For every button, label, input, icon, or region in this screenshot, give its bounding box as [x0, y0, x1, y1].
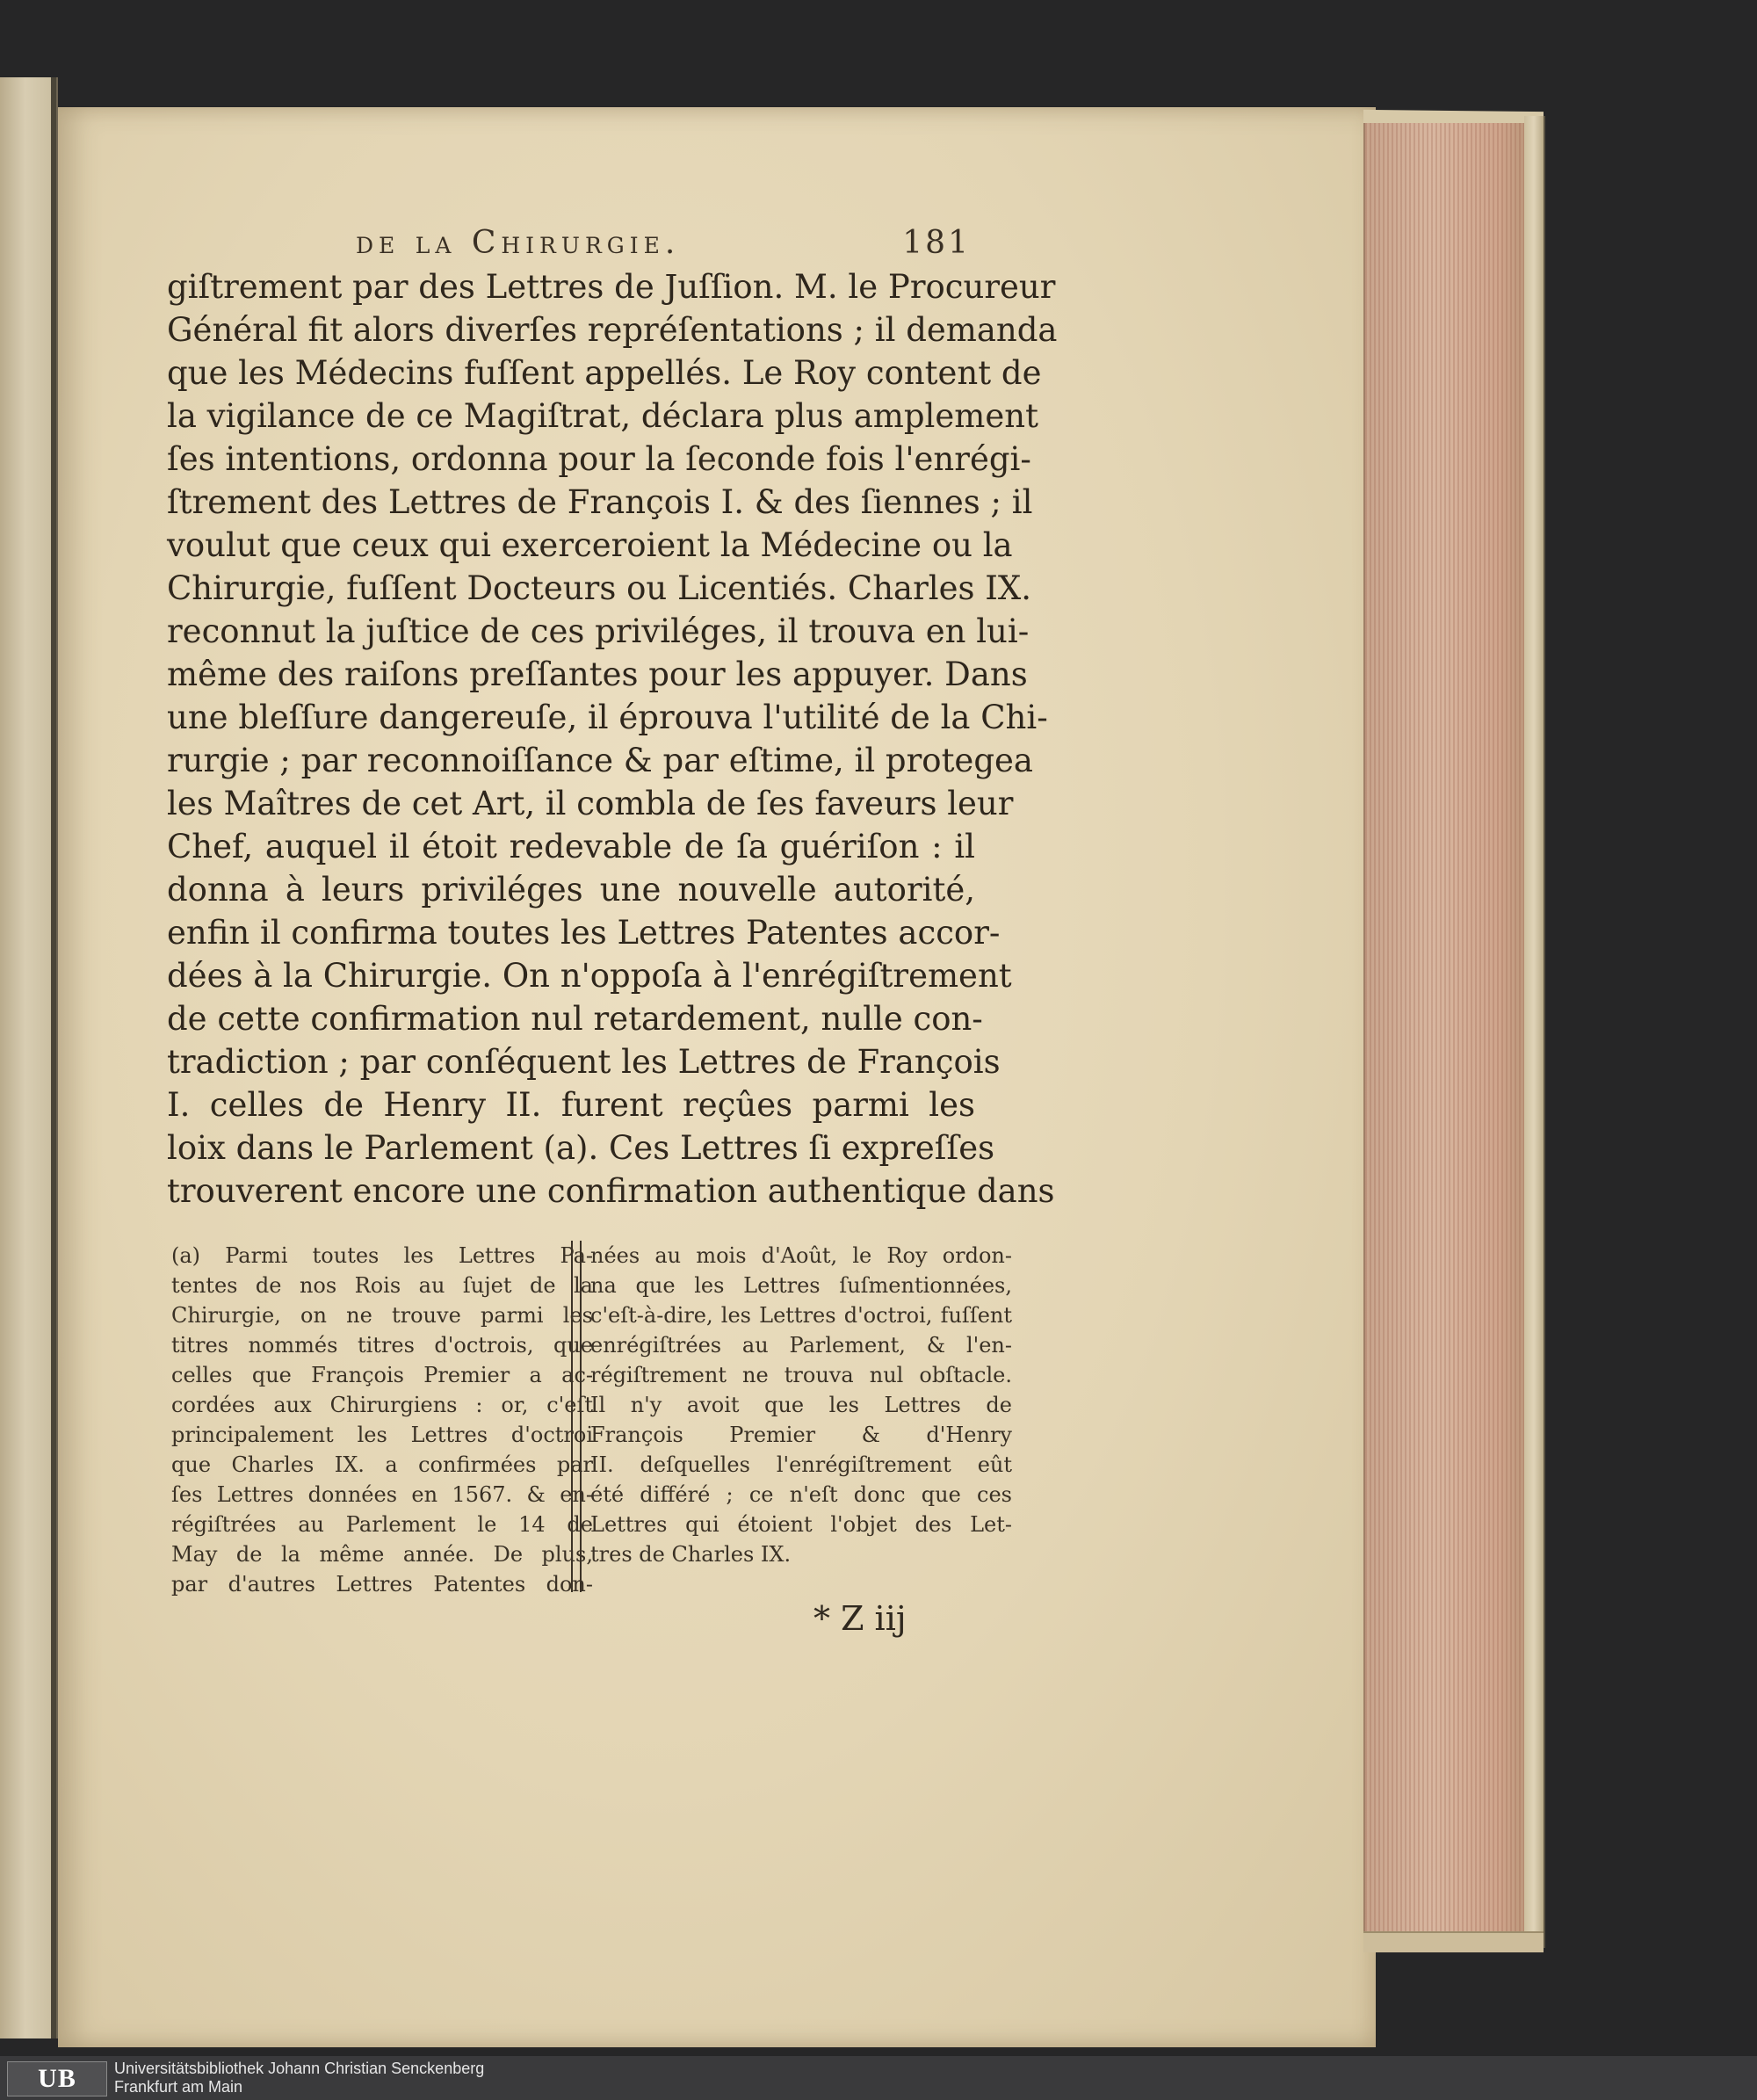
body-line: de cette confirmation nul retardement, nulle con- — [167, 1000, 983, 1038]
page-header — [356, 220, 971, 264]
footnote-line: Lettres qui étoient l'objet des Let- — [590, 1512, 1012, 1537]
footnote-line: c'eſt-à-dire, les Lettres d'octroi, fuſſent — [590, 1303, 1012, 1328]
footnote-line: celles que François Premier a ac- — [171, 1363, 593, 1387]
body-line: rurgie ; par reconnoiſſance & par eſtime, il protegea — [167, 742, 1033, 779]
footnote-line: titres nommés titres d'octrois, que — [171, 1333, 593, 1358]
running-title: de la Chirurgie. — [356, 225, 681, 261]
body-line: ſtrement des Lettres de François I. & des ſiennes ; il — [167, 483, 1033, 521]
footnote-line: régiſtrement ne trouva nul obſtacle. — [590, 1363, 1012, 1387]
footnote-line: que Charles IX. a confirmées par — [171, 1452, 593, 1477]
footnote-line: na que les Lettres ſuſmentionnées, — [590, 1273, 1012, 1298]
page-fore-edge — [1363, 123, 1532, 1933]
body-line: une bleſſure dangereuſe, il éprouva l'utilité de la Chi- — [167, 699, 1048, 736]
body-line: les Maîtres de cet Art, il combla de ſes faveurs leur — [167, 785, 1014, 822]
footnote-line: tres de Charles IX. — [590, 1542, 792, 1567]
footnote-line: ſes Lettres données en 1567. & en- — [171, 1482, 593, 1507]
footnote-line: par d'autres Lettres Patentes don- — [171, 1572, 593, 1597]
ub-logo-icon: UB — [7, 2061, 107, 2096]
body-line: Général fit alors diverſes repréſentations ; il demanda — [167, 311, 1058, 349]
footnote-line: May de la même année. De plus, — [171, 1542, 593, 1567]
body-line: enfin il confirma toutes les Lettres Patentes accor- — [167, 914, 1001, 952]
body-line: loix dans le Parlement (a). Ces Lettres ſi expreſſes — [167, 1129, 995, 1167]
body-line: même des raiſons preſſantes pour les appuyer. Dans — [167, 655, 1028, 693]
body-line: trouverent encore une confirmation authentique dans — [167, 1172, 1055, 1210]
footnote-column-divider — [571, 1241, 582, 1592]
body-line: tradiction ; par conſéquent les Lettres de François — [167, 1043, 1001, 1081]
body-line: Chirurgie, fuſſent Docteurs ou Licentiés. Charles IX. — [167, 569, 1031, 607]
cover-board — [1524, 116, 1545, 1948]
page-number: 181 — [902, 225, 971, 261]
footnote-line: II. deſquelles l'enrégiſtrement eût — [590, 1452, 1012, 1477]
footnote-line: (a) Parmi toutes les Lettres Pa- — [171, 1243, 593, 1268]
library-footer — [0, 2056, 1757, 2100]
body-line: ſes intentions, ordonna pour la ſeconde fois l'enrégi- — [167, 440, 1031, 478]
footnote-line: François Premier & d'Henry — [590, 1423, 1012, 1447]
footnote-line: nées au mois d'Août, le Roy ordon- — [590, 1243, 1012, 1268]
footnote-line: principalement les Lettres d'octroi — [171, 1423, 593, 1447]
body-line: dées à la Chirurgie. On n'oppoſa à l'enrégiſtrement — [167, 957, 1012, 995]
body-line: I. celles de Henry II. furent reçûes parmi les — [167, 1086, 975, 1124]
footnote-line: cordées aux Chirurgiens : or, c'eſt — [171, 1393, 593, 1417]
footnote-line: tentes de nos Rois au ſujet de la — [171, 1273, 593, 1298]
signature-mark: * Z iij — [813, 1599, 907, 1638]
library-city: Frankfurt am Main — [114, 2078, 243, 2096]
body-line: voulut que ceux qui exerceroient la Médecine ou la — [167, 526, 1013, 564]
body-line: reconnut la juſtice de ces priviléges, il trouva en lui- — [167, 612, 1030, 650]
body-text — [167, 265, 1058, 1213]
body-line: que les Médecins fuſſent appellés. Le Roy content de — [167, 354, 1042, 392]
footnote-line: enrégiſtrées au Parlement, & l'en- — [590, 1333, 1012, 1358]
previous-page-edge — [0, 77, 58, 2038]
body-line: la vigilance de ce Magiſtrat, déclara plus amplement — [167, 397, 1038, 435]
footnote-line: été différé ; ce n'eſt donc que ces — [590, 1482, 1012, 1507]
body-line: Chef, auquel il étoit redevable de ſa guériſon : il — [167, 828, 975, 865]
footnote-line: régiſtrées au Parlement le 14 de — [171, 1512, 593, 1537]
library-name: Universitätsbibliothek Johann Christian Senckenberg — [114, 2060, 485, 2077]
footnote-column-right — [590, 1241, 1012, 1569]
body-line: donna à leurs priviléges une nouvelle autorité, — [167, 871, 975, 909]
footnote-line: Chirurgie, on ne trouve parmi les — [171, 1303, 593, 1328]
footnote-column-left — [171, 1241, 593, 1599]
footnote-line: Il n'y avoit que les Lettres de — [590, 1393, 1012, 1417]
cover-board-bottom — [1363, 1931, 1544, 1952]
body-line: giſtrement par des Lettres de Juſſion. M. le Procureur — [167, 268, 1056, 306]
